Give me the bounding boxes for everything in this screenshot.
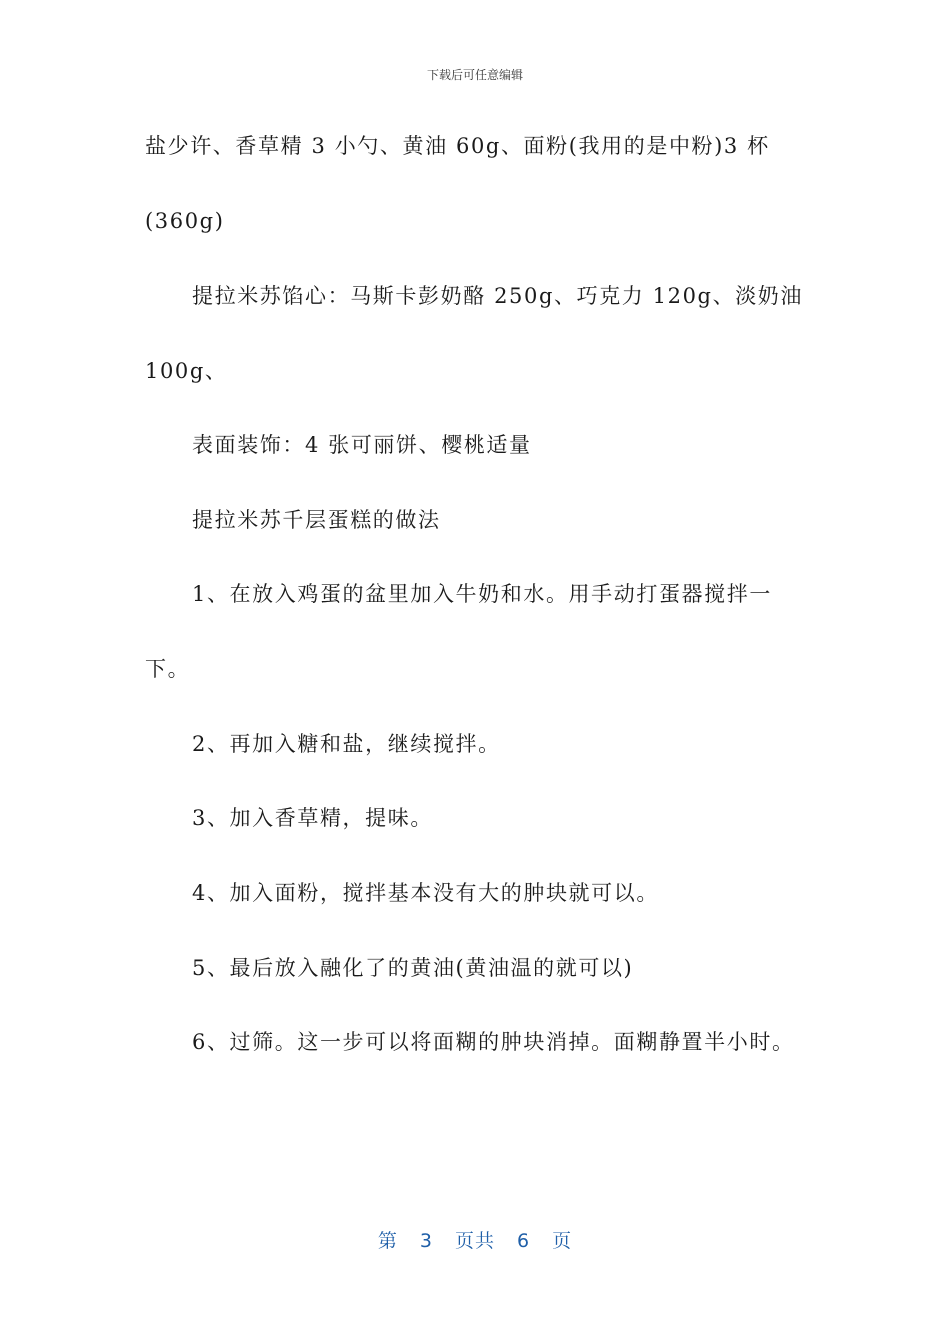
page-label-suffix: 页 bbox=[552, 1230, 573, 1252]
page-label-mid: 页共 bbox=[454, 1230, 495, 1252]
paragraph-line: 盐少许、香草精 3 小勺、黄油 60g、面粉(我用的是中粉)3 杯 bbox=[145, 134, 770, 158]
page-header: 下载后可任意编辑 bbox=[426, 68, 523, 82]
step-item: 4、加入面粉，搅拌基本没有大的肿块就可以。 bbox=[192, 881, 659, 905]
page-footer bbox=[0, 1226, 950, 1253]
step-item: 2、再加入糖和盐，继续搅拌。 bbox=[192, 732, 501, 756]
paragraph-line: 下。 bbox=[145, 657, 191, 681]
paragraph-line: (360g) bbox=[145, 209, 225, 233]
section-heading: 提拉米苏千层蛋糕的做法 bbox=[192, 508, 441, 532]
current-page-number: 3 bbox=[419, 1230, 433, 1252]
paragraph-line: 表面装饰：4 张可丽饼、樱桃适量 bbox=[192, 433, 532, 457]
page-label-prefix: 第 bbox=[377, 1230, 398, 1252]
step-item: 5、最后放入融化了的黄油(黄油温的就可以) bbox=[192, 956, 634, 980]
step-item: 1、在放入鸡蛋的盆里加入牛奶和水。用手动打蛋器搅拌一 bbox=[192, 582, 772, 606]
step-item: 6、过筛。这一步可以将面糊的肿块消掉。面糊静置半小时。 bbox=[192, 1030, 795, 1054]
paragraph-line: 提拉米苏馅心：马斯卡彭奶酪 250g、巧克力 120g、淡奶油 bbox=[192, 284, 803, 308]
step-item: 3、加入香草精，提味。 bbox=[192, 806, 433, 830]
total-pages-number: 6 bbox=[517, 1230, 531, 1252]
paragraph-line: 100g、 bbox=[145, 359, 228, 383]
